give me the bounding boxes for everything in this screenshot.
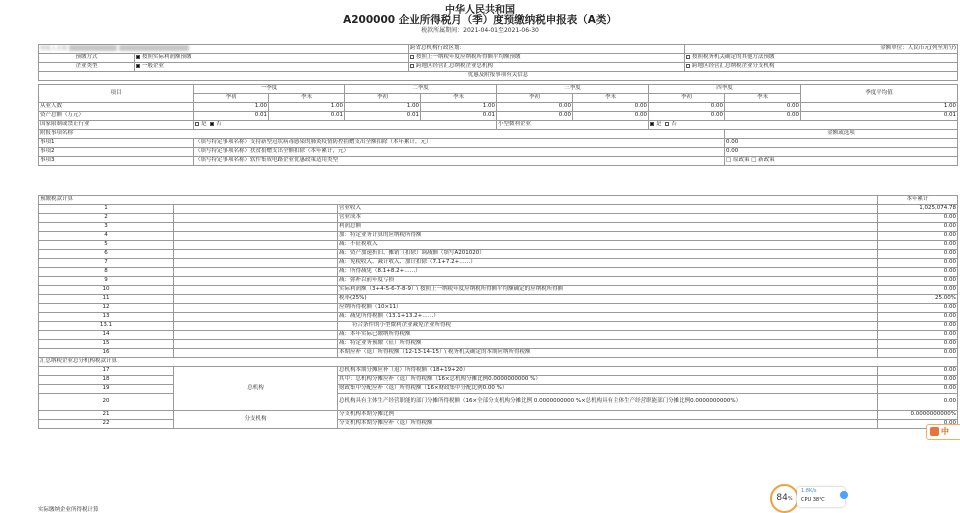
avg-header: 季度平均值	[801, 85, 958, 103]
spacer-cell	[174, 223, 338, 232]
row-label: 资产总额（万元）	[39, 112, 194, 121]
begin-header: 季初	[345, 94, 421, 103]
attached-value[interactable]: 0.00	[725, 139, 958, 148]
prepay-option-1[interactable]	[135, 54, 409, 63]
cpu-temp: CPU 38℃	[801, 497, 825, 503]
cumulative-value[interactable]: 0.00	[878, 340, 958, 349]
row-number: 10	[39, 286, 174, 295]
option-text: 否	[216, 121, 222, 128]
tax-period: 税款所属期间：2021-04-01至2021-06-30	[421, 27, 539, 34]
row-description: 财政集中分配应补（退）所得税额（16×财政集中分配比例0.00 %）	[338, 385, 878, 394]
row-description: 减：特定业务预缴（征）所得税额	[338, 340, 878, 349]
prefs-section-title: 优惠及附报事项有关信息	[39, 72, 958, 81]
spacer-cell	[174, 295, 338, 304]
value-cell[interactable]: 0.01	[194, 112, 269, 121]
gauge-value: 84	[776, 493, 788, 503]
cumulative-value[interactable]: 0.00	[878, 223, 958, 232]
memory-gauge[interactable]	[770, 484, 799, 513]
quarter-4-header: 四季度	[649, 85, 801, 94]
row-description: 营业收入	[338, 205, 878, 214]
row-description: 营业成本	[338, 214, 878, 223]
row-description: 总机构具有主体生产经营职能的部门分摊所得税额（16×全部分支机构分摊比例 0.0000000000 %×总机构具有主体生产经营职能部门分摊比例0.0000000000%）	[338, 394, 878, 411]
table-row	[39, 250, 958, 259]
row-number: 7	[39, 259, 174, 268]
row-description: 减：本年实际已缴纳所得税额	[338, 331, 878, 340]
branch-label: 分支机构	[174, 411, 338, 429]
table-row	[39, 268, 958, 277]
value-cell[interactable]: 1.00	[421, 103, 497, 112]
spacer-cell	[174, 241, 338, 250]
spacer-cell	[174, 205, 338, 214]
spacer-cell	[174, 214, 338, 223]
prepay-option-2[interactable]	[409, 54, 685, 63]
row-number: 16	[39, 349, 174, 358]
item-header: 项目	[39, 85, 194, 103]
table-row	[39, 322, 958, 331]
end-header: 季末	[725, 94, 801, 103]
table-row	[39, 304, 958, 313]
value-cell[interactable]: 0.01	[345, 112, 421, 121]
table-row	[39, 349, 958, 358]
avg-cell: 1.00	[801, 103, 958, 112]
table-row	[39, 313, 958, 322]
row-number: 9	[39, 277, 174, 286]
row-number: 11	[39, 295, 174, 304]
option-text: 按照实际利润额预缴	[142, 54, 192, 61]
taxpayer-name-cell	[39, 45, 409, 54]
quarterly-prefs-table	[38, 84, 958, 166]
row-description: 本期应补（退）所得税额（12-13-14-15）\ 税务机关确定的本期应纳所得税额	[338, 349, 878, 358]
row-description: 分支机构本期分摊比例	[338, 411, 878, 420]
table-row	[39, 367, 958, 376]
ime-indicator[interactable]	[926, 424, 960, 440]
row-description: 加：特定业务计算的应纳税所得额	[338, 232, 878, 241]
option-text: 按照税务机关确定的其他方法预缴	[692, 54, 775, 61]
attached-id: 事项1	[39, 139, 194, 148]
checkbox-checked-icon	[136, 55, 140, 59]
value-cell[interactable]: 1.00	[269, 103, 345, 112]
begin-header: 季初	[649, 94, 725, 103]
table-row	[39, 157, 958, 166]
attached-value[interactable]: □ 原政策 □ 新政策	[725, 157, 958, 166]
spacer-cell	[174, 304, 338, 313]
row-number: 1	[39, 205, 174, 214]
cumulative-value[interactable]: 0.00	[878, 322, 958, 331]
cumulative-value[interactable]: 0.00	[878, 394, 958, 411]
row-number: 22	[39, 420, 174, 429]
row-number: 5	[39, 241, 174, 250]
value-cell[interactable]: 0.00	[725, 112, 801, 121]
taxpayer-info-table	[38, 44, 958, 81]
row-description: 符合条件的小型微利企业减免企业所得税	[338, 322, 878, 331]
checkbox-icon[interactable]	[665, 122, 669, 126]
row-number: 15	[39, 340, 174, 349]
ime-label: 中	[941, 427, 949, 436]
cumulative-value[interactable]: 0.00	[878, 367, 958, 376]
type-option-3[interactable]	[685, 63, 958, 72]
option-text: 一般企业	[142, 63, 165, 70]
row-label: 从业人数	[39, 103, 194, 112]
attached-id: 事项3	[39, 157, 194, 166]
option-text: 按照上一纳税年度应纳税所得额平均额预缴	[416, 54, 521, 61]
row-description: 实际利润额（3+4-5-6-7-8-9）\ 按照上一纳税年度应纳税所得额平均额确定的应纳税所得额	[338, 286, 878, 295]
row-number: 18	[39, 376, 174, 385]
row-number: 8	[39, 268, 174, 277]
small-enterprise-label: 小型微利企业	[497, 121, 649, 130]
cumulative-value[interactable]: 0.00	[878, 376, 958, 385]
table-row	[39, 232, 958, 241]
table-row	[39, 214, 958, 223]
value-cell[interactable]: 0.01	[269, 112, 345, 121]
restricted-options[interactable]	[194, 121, 497, 130]
begin-header: 季初	[194, 94, 269, 103]
attached-text: （填写特定事项名称）扶贫捐赠支出全额扣除（本年累计，元）	[194, 148, 725, 157]
spacer-cell	[174, 286, 338, 295]
table-row	[39, 121, 958, 130]
row-description: 税率(25%)	[338, 295, 878, 304]
attached-text: （填写特定事项名称）支持新型冠状病毒感染的肺炎疫情防控捐赠支出全额扣除（本年累计，元）	[194, 139, 725, 148]
cumulative-value[interactable]: 0.00	[878, 268, 958, 277]
cumulative-value[interactable]: 0.00	[878, 250, 958, 259]
summary-section-title: 汇总纳税企业总分机构税款计算	[39, 358, 958, 367]
taxpayer-name-label: 纳税人名称	[40, 45, 68, 52]
small-enterprise-options[interactable]	[649, 121, 958, 130]
row-number: 14	[39, 331, 174, 340]
cumulative-value[interactable]: 0.00	[878, 214, 958, 223]
table-row	[39, 277, 958, 286]
value-cell[interactable]: 0.00	[649, 112, 725, 121]
spacer-cell	[174, 232, 338, 241]
row-description: 其中：总机构分摊应补（退）所得税额（16×总机构分摊比例0.0000000000 %）	[338, 376, 878, 385]
cumulative-header: 本年累计	[878, 196, 958, 205]
table-row	[39, 411, 958, 420]
cumulative-value[interactable]: 25.00%	[878, 295, 958, 304]
row-description: 利润总额	[338, 223, 878, 232]
spacer-cell	[174, 250, 338, 259]
cumulative-value[interactable]: 0.00	[878, 385, 958, 394]
row-number: 2	[39, 214, 174, 223]
currency-unit: 金额单位：人民币元(列至角分)	[685, 45, 958, 54]
row-description: 减：不征税收入	[338, 241, 878, 250]
row-description: 应纳所得税额（10×11）	[338, 304, 878, 313]
footer-section-title: 实际缴纳企业所得税计算	[38, 507, 99, 513]
value-cell[interactable]: 0.00	[649, 103, 725, 112]
enterprise-type-label: 企业类型	[39, 63, 135, 72]
row-description: 分支机构本期分摊应补（退）所得税额	[338, 420, 878, 429]
attached-text: （填写特定事项名称）软件集成电路企业优惠政策适用类型	[194, 157, 725, 166]
end-header: 季末	[421, 94, 497, 103]
end-header: 季末	[269, 94, 345, 103]
row-description: 减：弥补以前年度亏损	[338, 277, 878, 286]
cumulative-value[interactable]: 0.00	[878, 313, 958, 322]
accelerate-icon[interactable]	[840, 491, 848, 499]
option-text: 否	[671, 121, 677, 128]
checkbox-icon	[410, 55, 414, 59]
restricted-industry-label: 国家限制或禁止行业	[39, 121, 194, 130]
calc-section-title: 预缴税款计算	[39, 196, 878, 205]
row-number: 13.1	[39, 322, 174, 331]
spacer-cell	[174, 331, 338, 340]
quarter-2-header: 二季度	[345, 85, 497, 94]
prepay-option-3[interactable]	[685, 54, 958, 63]
gauge-unit: %	[787, 496, 793, 502]
tax-calc-table	[38, 195, 958, 429]
table-row	[39, 205, 958, 214]
checkbox-icon	[686, 64, 690, 68]
value-cell[interactable]: 0.00	[497, 112, 573, 121]
type-option-2[interactable]	[409, 63, 685, 72]
form-title: A200000 企业所得税月（季）度预缴纳税申报表（A类）	[343, 14, 617, 26]
cumulative-value[interactable]: 0.0000000000%	[878, 411, 958, 420]
row-description: 减：减免所得税额（13.1+13.2+……）	[338, 313, 878, 322]
type-option-1[interactable]	[135, 63, 409, 72]
amount-header: 金额或选项	[725, 130, 958, 139]
prepay-method-label: 预缴方式	[39, 54, 135, 63]
attached-section-title: 附报事项名称	[39, 130, 725, 139]
ime-logo-icon	[930, 427, 939, 436]
checkbox-icon	[686, 55, 690, 59]
begin-header: 季初	[497, 94, 573, 103]
checkbox-icon	[410, 64, 414, 68]
hq-label: 总机构	[174, 367, 338, 411]
spacer-cell	[174, 277, 338, 286]
table-row	[39, 331, 958, 340]
taxpayer-name-value	[69, 45, 117, 51]
table-row	[39, 148, 958, 157]
spacer-cell	[174, 313, 338, 322]
table-row	[39, 340, 958, 349]
end-header: 季末	[573, 94, 649, 103]
row-number: 3	[39, 223, 174, 232]
row-description: 减：所得减免（8.1+8.2+……）	[338, 268, 878, 277]
checkbox-checked-icon	[136, 64, 140, 68]
checkbox-icon[interactable]	[195, 122, 199, 126]
taxpayer-id-value	[119, 45, 189, 51]
row-number: 13	[39, 313, 174, 322]
value-cell[interactable]: 0.01	[421, 112, 497, 121]
table-row	[39, 112, 958, 121]
attached-value[interactable]: 0.00	[725, 148, 958, 157]
cumulative-value[interactable]: 0.00	[878, 349, 958, 358]
option-text: 跨地区经营汇总纳税企业分支机构	[692, 63, 775, 70]
spacer-cell	[174, 268, 338, 277]
row-number: 19	[39, 385, 174, 394]
row-description: 减：资产加速折旧、摊销（扣除）调减额（填写A201020）	[338, 250, 878, 259]
row-description: 减：免税收入、减计收入、加计扣除（7.1+7.2+……）	[338, 259, 878, 268]
speed-panel	[797, 487, 845, 507]
value-cell[interactable]: 0.00	[497, 103, 573, 112]
table-row	[39, 241, 958, 250]
cumulative-value[interactable]: 0.00	[878, 232, 958, 241]
quarter-3-header: 三季度	[497, 85, 649, 94]
value-cell[interactable]: 1.00	[345, 103, 421, 112]
row-number: 4	[39, 232, 174, 241]
cumulative-value[interactable]: 0.00	[878, 277, 958, 286]
cumulative-value[interactable]: 0.00	[878, 259, 958, 268]
value-cell[interactable]: 0.00	[573, 112, 649, 121]
table-row	[39, 295, 958, 304]
checkbox-checked-icon[interactable]	[210, 122, 214, 126]
cumulative-value[interactable]: 0.00	[878, 241, 958, 250]
checkbox-checked-icon[interactable]	[650, 122, 654, 126]
row-description: 总机构本期分摊应补（退）所得税额（18+19+20）	[338, 367, 878, 376]
spacer-cell	[174, 322, 338, 331]
country-title: 中华人民共和国	[445, 5, 515, 16]
option-text: 跨地区经营汇总纳税企业总机构	[416, 63, 494, 70]
attached-id: 事项2	[39, 148, 194, 157]
table-row	[39, 259, 958, 268]
table-row	[39, 103, 958, 112]
system-monitor-widget[interactable]	[770, 484, 844, 511]
network-speed: 1.8K/s	[801, 488, 817, 494]
row-number: 20	[39, 394, 174, 411]
row-number: 6	[39, 250, 174, 259]
row-number: 12	[39, 304, 174, 313]
table-row	[39, 139, 958, 148]
region-label: 跨省总机构行政区划：	[409, 45, 685, 54]
value-cell[interactable]: 1.00	[194, 103, 269, 112]
avg-cell: 0.01	[801, 112, 958, 121]
cumulative-value[interactable]: 0.00	[878, 331, 958, 340]
row-number: 21	[39, 411, 174, 420]
cumulative-value[interactable]: 0.00	[878, 304, 958, 313]
spacer-cell	[174, 349, 338, 358]
value-cell[interactable]: 0.00	[573, 103, 649, 112]
spacer-cell	[174, 259, 338, 268]
cumulative-value[interactable]: 0.00	[878, 286, 958, 295]
table-row	[39, 286, 958, 295]
cumulative-value[interactable]: 1,025,074.78	[878, 205, 958, 214]
value-cell[interactable]: 0.00	[725, 103, 801, 112]
option-text: 是	[201, 121, 207, 128]
spacer-cell	[174, 340, 338, 349]
table-row	[39, 223, 958, 232]
option-text: 是	[656, 121, 662, 128]
row-number: 17	[39, 367, 174, 376]
quarter-1-header: 一季度	[194, 85, 345, 94]
